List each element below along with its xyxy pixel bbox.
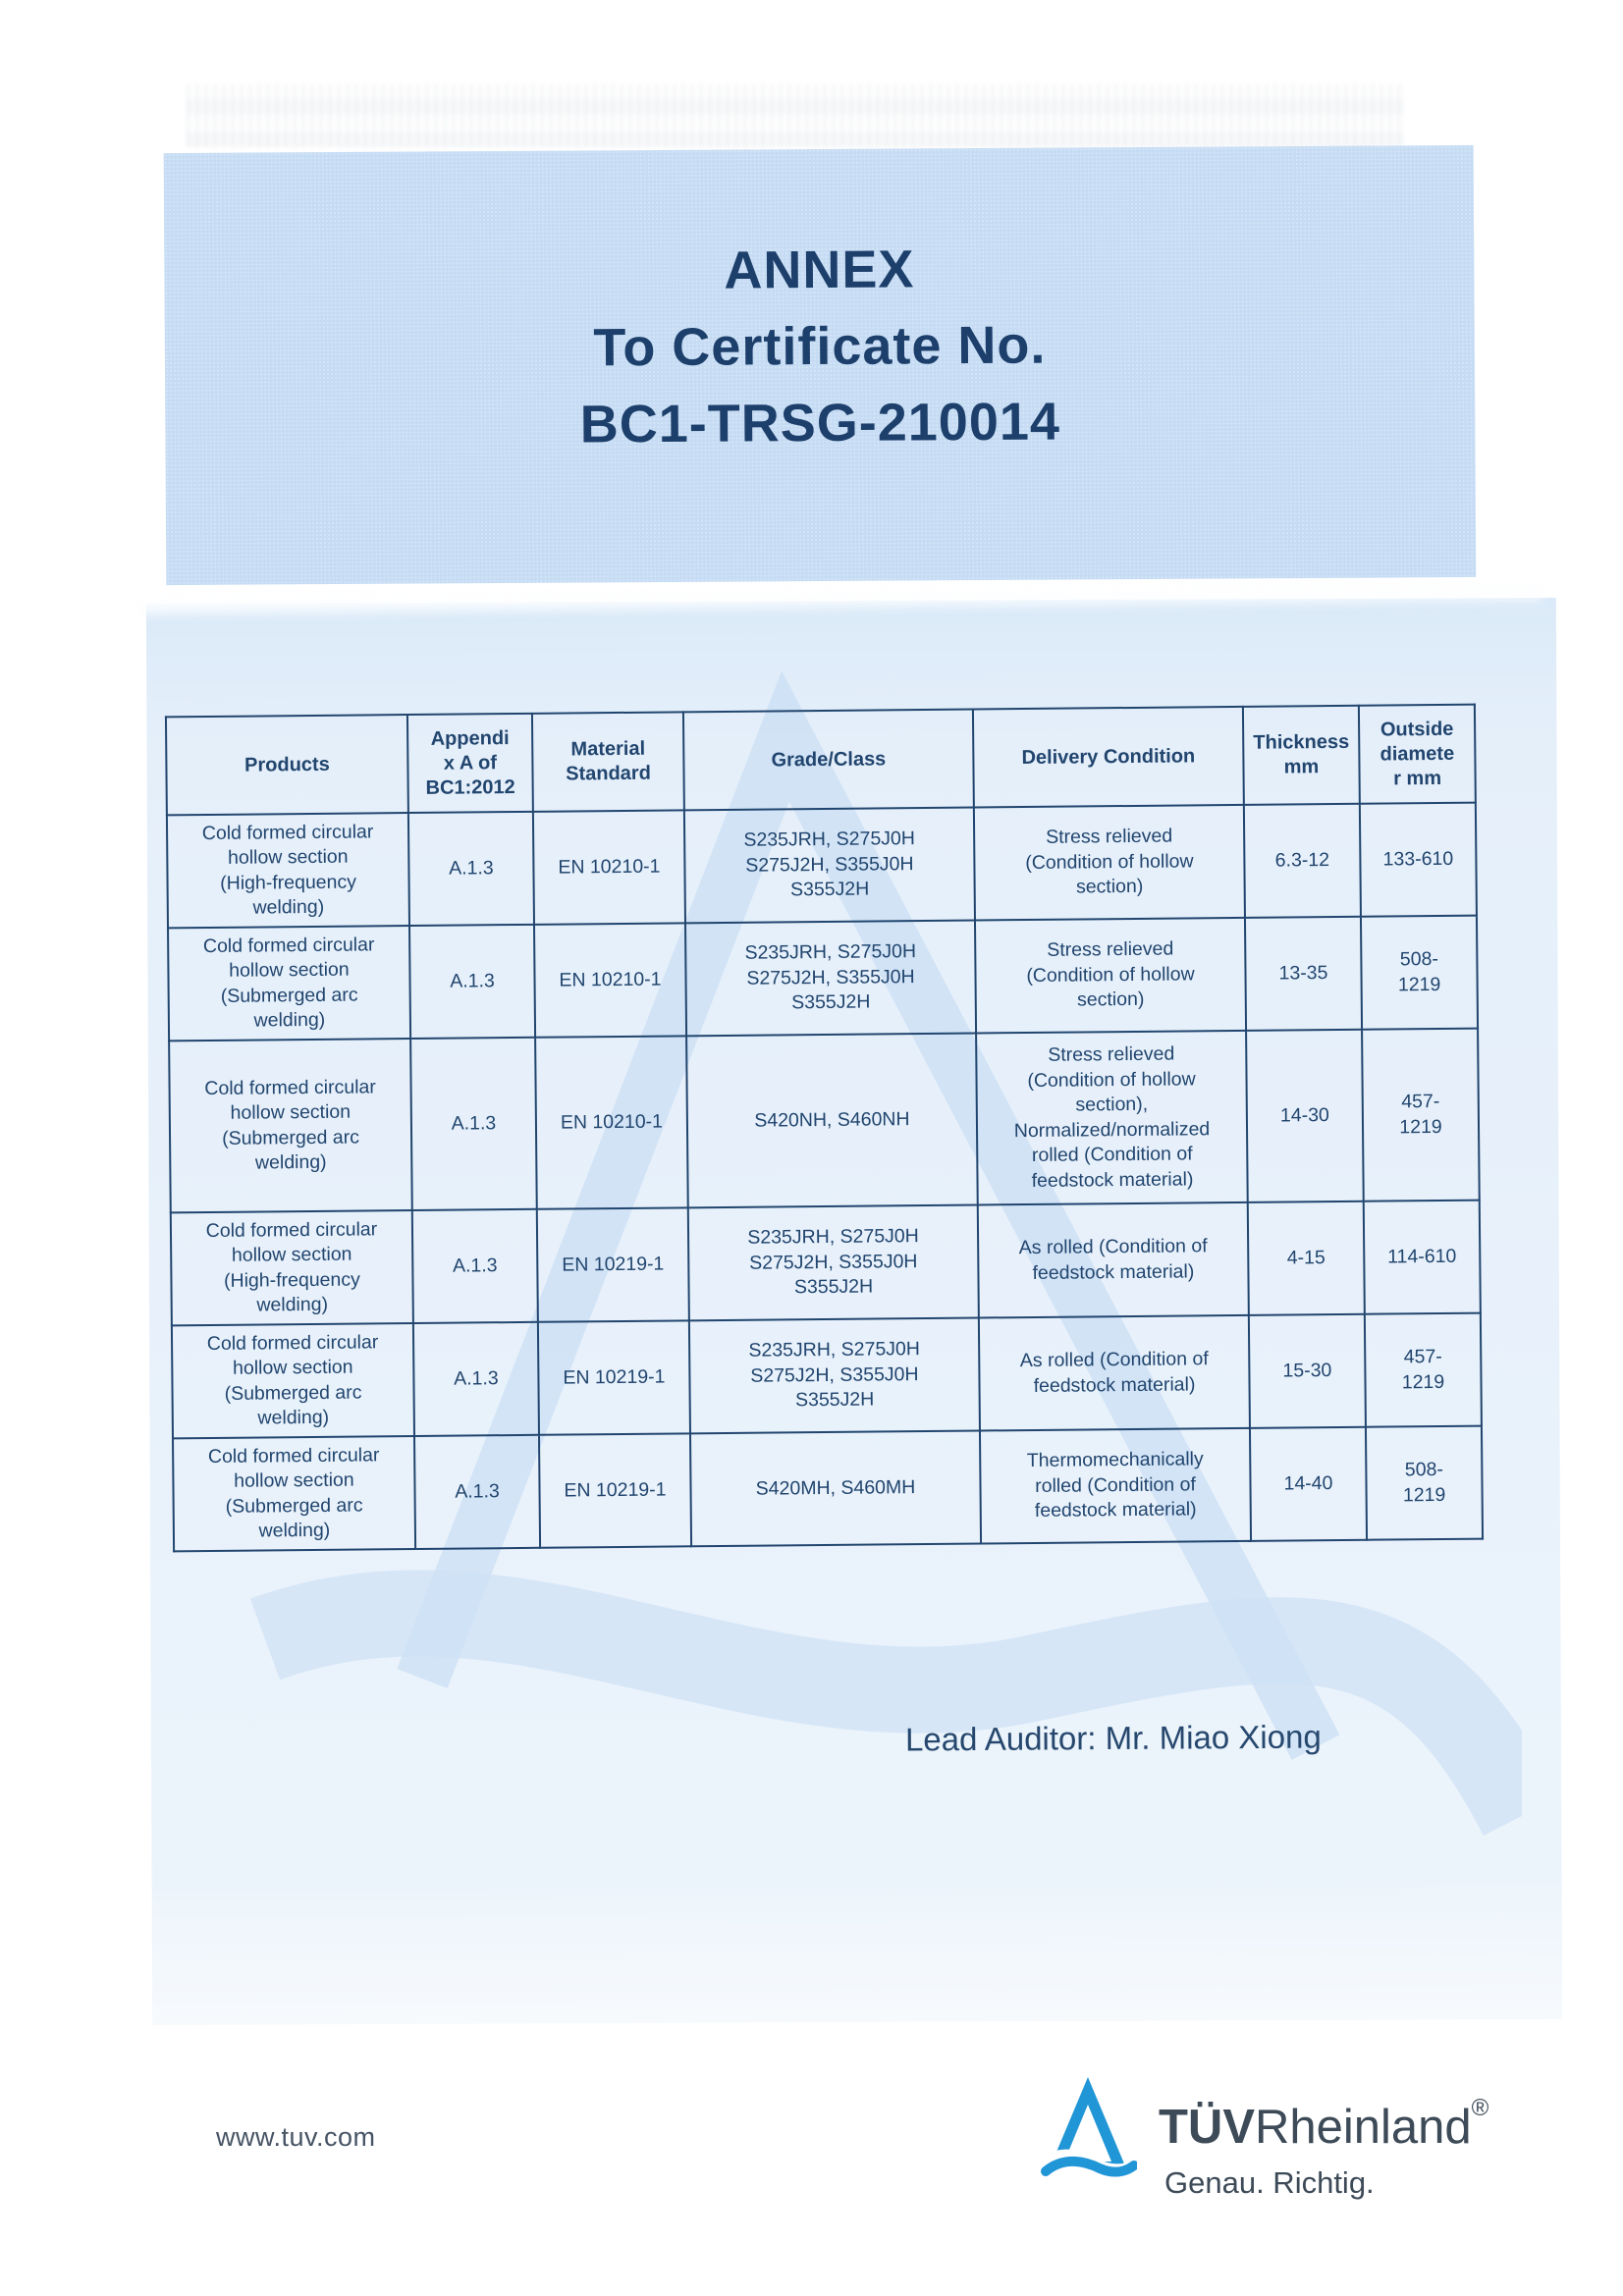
cell-grade: S235JRH, S275J0H S275J2H, S355J0H S355J2H [685,921,976,1037]
cell-product: Cold formed circular hollow section (High-frequency welding) [167,813,409,928]
registered-trademark-symbol: ® [1471,2095,1489,2121]
cell-appendix: A.1.3 [413,1322,539,1436]
cell-delivery: Stress relieved (Condition of hollow section) [975,918,1246,1034]
cell-grade: S235JRH, S275J0H S275J2H, S355J0H S355J2H [689,1317,980,1433]
cell-delivery: Stress relieved (Condition of hollow section), Normalized/normalized rolled (Condition of feedstock material) [976,1031,1248,1205]
cell-product: Cold formed circular hollow section (Submerged arc welding) [168,926,410,1041]
cell-thickness: 6.3-12 [1244,804,1361,918]
product-specification-table [165,704,1484,1553]
cell-appendix: A.1.3 [412,1209,538,1323]
cell-standard: EN 10219-1 [538,1320,690,1434]
cell-thickness: 14-40 [1250,1427,1367,1541]
brand-tuv: TÜV [1159,2101,1255,2154]
cell-thickness: 4-15 [1248,1201,1365,1315]
column-header-products: Products [166,715,408,815]
cell-appendix: A.1.3 [408,812,534,926]
tuv-rheinland-triangle-icon [1039,2075,1137,2181]
title-line-to-certificate: To Certificate No. [593,315,1047,378]
column-header-thickness: Thickness mm [1243,706,1360,805]
cell-thickness: 15-30 [1249,1314,1366,1428]
cell-product: Cold formed circular hollow section (Submerged arc welding) [173,1436,415,1551]
cell-standard: EN 10210-1 [533,810,685,924]
table-row [173,1426,1483,1552]
column-header-material-standard: Material Standard [532,712,684,811]
page-title [164,145,1476,465]
cell-outside-diameter: 508- 1219 [1366,1426,1483,1540]
cell-standard: EN 10210-1 [535,1036,688,1208]
table-row [168,916,1478,1041]
cell-outside-diameter: 457- 1219 [1365,1313,1482,1427]
cell-standard: EN 10210-1 [534,923,686,1037]
title-block [164,145,1477,585]
cell-appendix: A.1.3 [410,1038,537,1210]
column-header-grade-class: Grade/Class [683,710,974,811]
cell-grade: S235JRH, S275J0H S275J2H, S355J0H S355J2H [684,808,975,924]
title-line-certificate-number: BC1-TRSG-210014 [579,392,1061,454]
tuv-rheinland-wordmark [1159,2095,1488,2155]
lead-auditor-line: Lead Auditor: Mr. Miao Xiong [904,1718,1322,1758]
brand-tagline: Genau. Richtig. [1164,2165,1375,2200]
cell-grade: S235JRH, S275J0H S275J2H, S355J0H S355J2H [688,1205,979,1321]
cell-delivery: Stress relieved (Condition of hollow section) [974,805,1245,921]
table-row [171,1201,1481,1326]
cell-delivery: As rolled (Condition of feedstock material) [979,1315,1250,1431]
column-header-appendix: Appendi x A of BC1:2012 [407,714,533,813]
brand-rheinland: Rheinland [1255,2101,1472,2154]
cell-appendix: A.1.3 [409,925,535,1039]
cell-product: Cold formed circular hollow section (High-frequency welding) [171,1210,413,1325]
table-header-row [166,705,1476,816]
table-row [167,803,1477,929]
cell-product: Cold formed circular hollow section (Submerged arc welding) [169,1039,412,1212]
title-line-annex: ANNEX [724,240,915,300]
cell-standard: EN 10219-1 [539,1433,691,1547]
table-row [172,1313,1482,1439]
cell-grade: S420MH, S460MH [690,1430,981,1546]
cell-appendix: A.1.3 [414,1435,540,1549]
cell-delivery: Thermomechanically rolled (Condition of feedstock material) [980,1428,1251,1544]
cell-standard: EN 10219-1 [537,1207,689,1321]
cell-delivery: As rolled (Condition of feedstock material) [978,1202,1249,1318]
cell-thickness: 13-35 [1245,917,1362,1031]
cell-outside-diameter: 457- 1219 [1362,1029,1480,1201]
column-header-delivery-condition: Delivery Condition [973,707,1244,808]
scan-bleed-through-smudge [187,84,1404,147]
cell-product: Cold formed circular hollow section (Submerged arc welding) [172,1323,414,1438]
cell-outside-diameter: 114-610 [1364,1201,1481,1314]
cell-grade: S420NH, S460NH [686,1034,978,1208]
table-row [169,1029,1480,1213]
cell-thickness: 14-30 [1246,1030,1364,1202]
cell-outside-diameter: 133-610 [1360,803,1477,917]
column-header-outside-diameter: Outside diamete r mm [1359,705,1476,804]
website-url: www.tuv.com [216,2122,376,2152]
cell-outside-diameter: 508- 1219 [1361,916,1478,1030]
